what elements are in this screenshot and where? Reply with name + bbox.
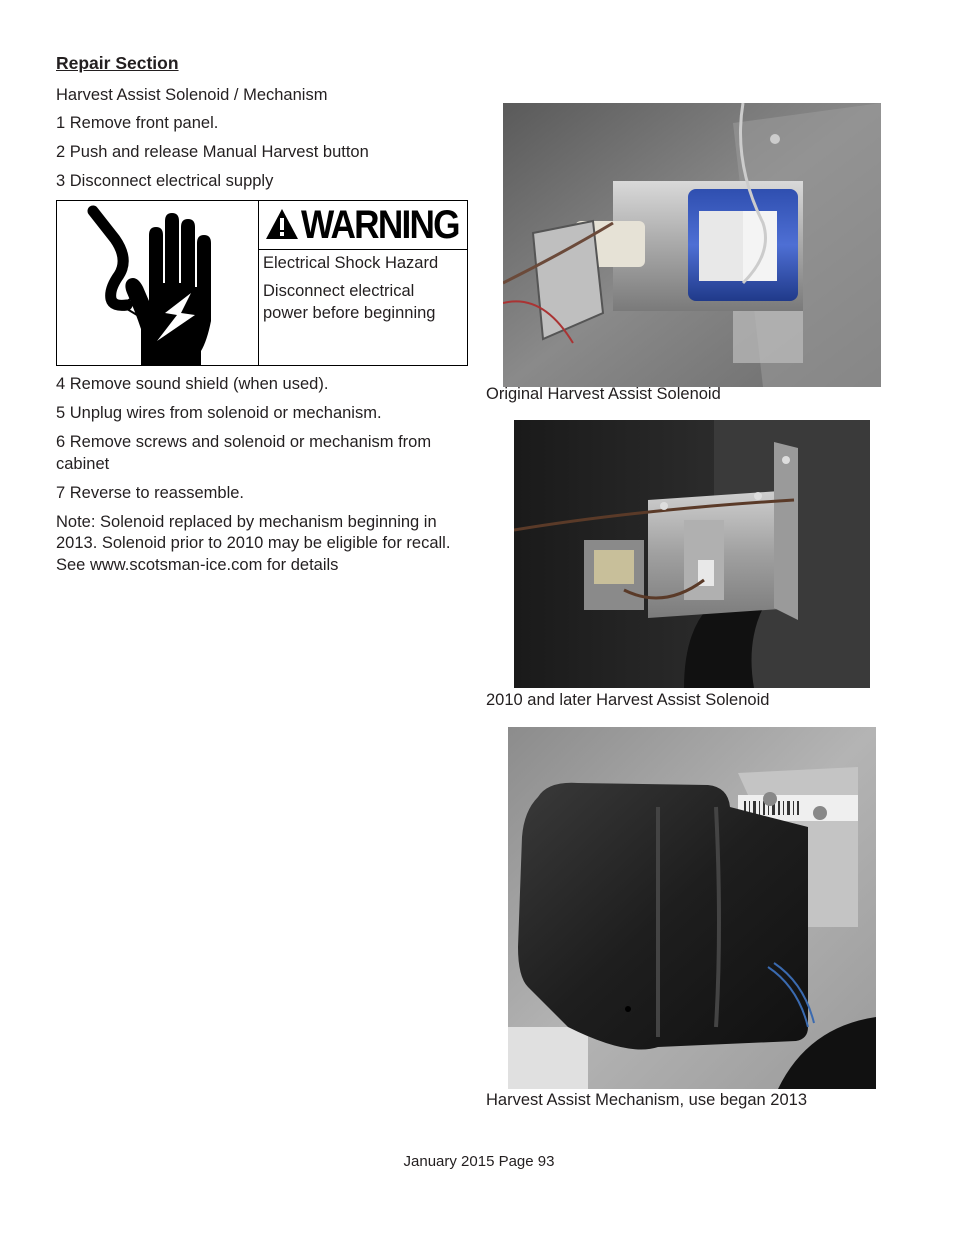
page-footer: January 2015 Page 93 — [403, 1153, 555, 1170]
step-6: 6 Remove screws and solenoid or mechanism from cabinet — [56, 433, 432, 473]
step-5: 5 Unplug wires from solenoid or mechanism. — [56, 404, 382, 422]
step-4: 4 Remove sound shield (when used). — [56, 375, 329, 393]
step-1: 1 Remove front panel. — [56, 114, 219, 132]
shock-hazard-pictogram — [57, 201, 259, 365]
original-solenoid-photo — [503, 103, 881, 387]
warning-header — [259, 201, 467, 250]
hazard-instruction-line-2: power before beginning — [263, 304, 436, 322]
caption-2010-solenoid: 2010 and later Harvest Assist Solenoid — [486, 691, 770, 709]
hazard-instruction-line-1: Disconnect electrical — [263, 282, 415, 300]
step-3: 3 Disconnect electrical supply — [56, 172, 274, 190]
solenoid-2010-photo — [514, 420, 870, 688]
shock-hand-icon — [57, 201, 257, 365]
note-line-1: Note: Solenoid replaced by mechanism beginning in — [56, 513, 437, 531]
caption-mechanism: Harvest Assist Mechanism, use began 2013 — [486, 1091, 808, 1109]
warning-triangle-icon — [265, 207, 299, 241]
hazard-label: Electrical Shock Hazard — [263, 254, 439, 272]
harvest-assist-mechanism-photo — [508, 727, 876, 1089]
note-line-2: 2013. Solenoid prior to 2010 may be eligible for recall. — [56, 534, 451, 552]
step-7: 7 Reverse to reassemble. — [56, 484, 245, 502]
caption-original-solenoid: Original Harvest Assist Solenoid — [486, 385, 721, 403]
warning-box — [56, 200, 468, 366]
step-2: 2 Push and release Manual Harvest button — [56, 143, 369, 161]
note-line-3: See www.scotsman-ice.com for details — [56, 556, 339, 574]
procedure-title: Harvest Assist Solenoid / Mechanism — [56, 86, 328, 104]
section-heading: Repair Section — [56, 53, 179, 73]
warning-word: WARNING — [301, 203, 459, 247]
